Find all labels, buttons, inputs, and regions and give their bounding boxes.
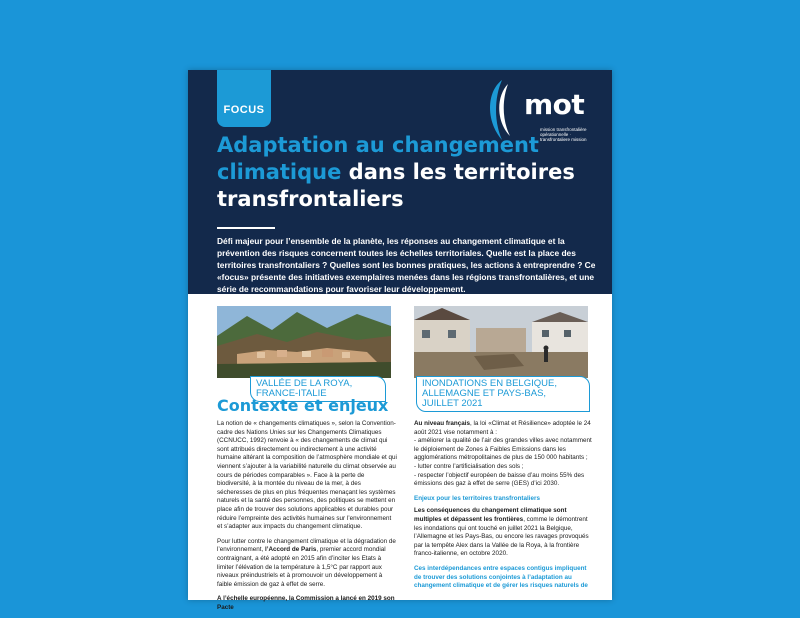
focus-label: FOCUS	[223, 104, 265, 116]
col2-p2-bold: Les conséquences du changement climatique sont multiples et dépassent les frontières	[414, 507, 567, 523]
right-column	[414, 420, 594, 597]
col1-p2-bold: l’Accord de Paris	[264, 546, 317, 554]
flood-photo	[414, 306, 588, 378]
col2-subheading: Enjeux pour les territoires transfrontaliers	[414, 494, 540, 502]
photo-caption-floods: INONDATIONS EN BELGIQUE, ALLEMAGNE ET PAYS-BAS, JUILLET 2021	[416, 376, 590, 412]
intro-paragraph: Défi majeur pour l’ensemble de la planète, les réponses au changement climatique et la prévention des risques concernent toutes les échelles territoriales. Quelle est la place des territoires transfrontaliers ? Quelles sont les bonnes pratiques, les actions à entreprendre ? Ce «focus» présente des initiatives exemplaires menées dans les régions transfrontalières, et une série de recommandations pour favoriser leur développement.	[217, 236, 596, 294]
col1-paragraph-3: A l’échelle européenne, la Commission a lancé en 2019 son Pacte	[217, 595, 395, 611]
col2-list-item-2: - lutter contre l’artificialisation des sols ;	[414, 462, 524, 470]
logo-tagline: mission transfrontalière opérationnelle · transfrontaliere mission	[540, 127, 587, 142]
title-divider	[217, 227, 275, 229]
col2-paragraph-1	[414, 420, 594, 489]
col1-p2-text-c: , premier accord mondial contraignant, a été adopté en 2015 afin d’inciter les Etats à limiter l’élévation de la température à 1,5°C par rapport aux niveaux préindustriels et à promouvoir un développement à faible émission de gaz à effet de serre.	[217, 546, 386, 588]
col2-list-item-3: - respecter l’objectif européen de baisse d’au moins 55% des émissions des gaz à effet de serre (GES) d’ici 2030.	[414, 471, 585, 488]
document-page	[188, 70, 612, 611]
col1-paragraph-1: La notion de « changements climatiques », selon la Convention-cadre des Nations Unies sur les Changements Climatiques (CCNUCC, 1992) renvoie à « des changements de climat qui sont attribués directement ou indirectement à une activité humaine altérant la composition de l’atmosphère mondiale et qui viennent s’ajouter à la variabilité naturelle du climat observée au cours de périodes comparables ». Face à la perte de biodiversité, à la montée du niveau de la mer, à des sécheresses de plus en plus fréquentes menaçant les systèmes naturels et la santé des personnes, des politiques se mettent en place afin de trouver des solutions applicables et durables pour réduire l’empreinte des activités humaines sur l’environnement et s’adapter aux impacts du changement climatique.	[217, 420, 397, 531]
col2-paragraph-2	[414, 507, 594, 559]
page-title	[217, 132, 597, 213]
col2-p1-bold: Au niveau français	[414, 420, 470, 427]
col2-p1-text: , la loi «Climat et Résilience» adoptée le 24 août 2021 vise notamment à :	[414, 420, 591, 436]
logo-text: mot	[524, 88, 585, 121]
col1-p2-text-a: Pour lutter contre le changement climatique et la dégradation de l’environnement,	[217, 537, 396, 554]
col2-paragraph-3: Ces interdépendances entre espaces contigus impliquent de trouver des solutions conjointes à l’adaptation au changement climatique et de gérer les risques naturels de	[414, 564, 588, 590]
roya-valley-photo	[217, 306, 391, 378]
title-blue: Adaptation au changement climatique	[217, 133, 539, 184]
col1-paragraph-2	[217, 538, 397, 590]
header-banner	[188, 70, 612, 294]
left-column	[217, 420, 397, 618]
focus-tab	[217, 70, 271, 127]
section-heading: Contexte et enjeux	[217, 396, 389, 415]
col2-p2-text: , comme le démontrent les inondations qui ont touché en juillet 2021 la Belgique, l’Allemagne et les Pays-Bas, ou encore les ravages provoqués par la tempête Alex dans la Vallée de la Roya, à la frontière franco-italienne, en octobre 2020.	[414, 515, 589, 558]
col2-list-item-1: - améliorer la qualité de l’air des grandes villes avec notamment le déploiement de Zones à Faibles Emissions dans les agglomérations métropolitaines de plus de 150 000 habitants ;	[414, 437, 592, 462]
photo-caption-roya: VALLÉE DE LA ROYA, FRANCE-ITALIE	[250, 376, 386, 402]
title-white: dans les territoires transfrontaliers	[217, 160, 575, 211]
